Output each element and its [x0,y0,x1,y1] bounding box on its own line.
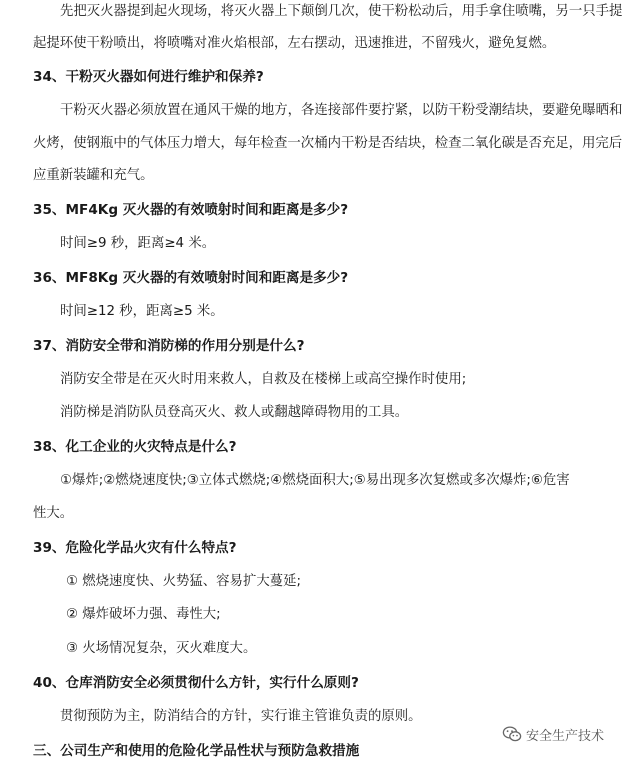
question-40-title: 40、仓库消防安全必须贯彻什么方针，实行什么原则? [33,675,359,691]
wechat-icon [502,725,522,743]
question-38-answer-line-2: 性大。 [33,506,74,521]
intro-line-2: 起提环使干粉喷出，将喷嘴对准火焰根部，左右摆动，迅速推进，不留残火，避免复燃。 [33,36,556,51]
question-40-answer: 贯彻预防为主，防消结合的方针，实行谁主管谁负责的原则。 [60,709,422,724]
question-36-answer: 时间≥12 秒，距离≥5 米。 [60,304,224,319]
question-34-answer-line-1: 干粉灭火器必须放置在通风干燥的地方，各连接部件要拧紧，以防干粉受潮结块，要避免曝晒和 [60,103,623,118]
question-39-title: 39、危险化学品火灾有什么特点? [33,540,237,556]
question-34-answer-line-3: 应重新装罐和充气。 [33,168,154,183]
question-38-title: 38、化工企业的火灾特点是什么? [33,439,237,455]
question-35-title: 35、MF4Kg 灭火器的有效喷射时间和距离是多少? [33,202,349,218]
question-36-title: 36、MF8Kg 灭火器的有效喷射时间和距离是多少? [33,270,349,286]
question-34-answer-line-2: 火烤，使钢瓶中的气体压力增大，每年检查一次桶内干粉是否结块，检查二氧化碳是否充足，用完后 [33,136,623,151]
question-37-answer-line-1: 消防安全带是在灭火时用来救人，自救及在楼梯上或高空操作时使用; [60,372,467,387]
question-34-title: 34、干粉灭火器如何进行维护和保养? [33,69,264,85]
watermark-text: 安全生产技术 [526,728,605,744]
watermark [502,722,604,746]
question-35-answer: 时间≥9 秒，距离≥4 米。 [60,236,216,251]
intro-line-1: 先把灭火器提到起火现场，将灭火器上下颠倒几次，使干粉松动后，用手拿住喷嘴，另一只手提 [60,4,623,19]
question-39-item-1: ① 燃烧速度快、火势猛、容易扩大蔓延; [66,574,302,589]
question-37-title: 37、消防安全带和消防梯的作用分别是什么? [33,338,305,354]
question-39-item-2: ② 爆炸破坏力强、毒性大; [66,607,221,622]
section-3-title: 三、公司生产和使用的危险化学品性状与预防急救措施 [33,743,360,759]
question-38-answer-line-1: ①爆炸;②燃烧速度快;③立体式燃烧;④燃烧面积大;⑤易出现多次复燃或多次爆炸;⑥危害 [60,473,570,488]
question-37-answer-line-2: 消防梯是消防队员登高灭火、救人或翻越障碍物用的工具。 [60,405,409,420]
question-39-item-3: ③ 火场情况复杂，灭火难度大。 [66,641,257,656]
